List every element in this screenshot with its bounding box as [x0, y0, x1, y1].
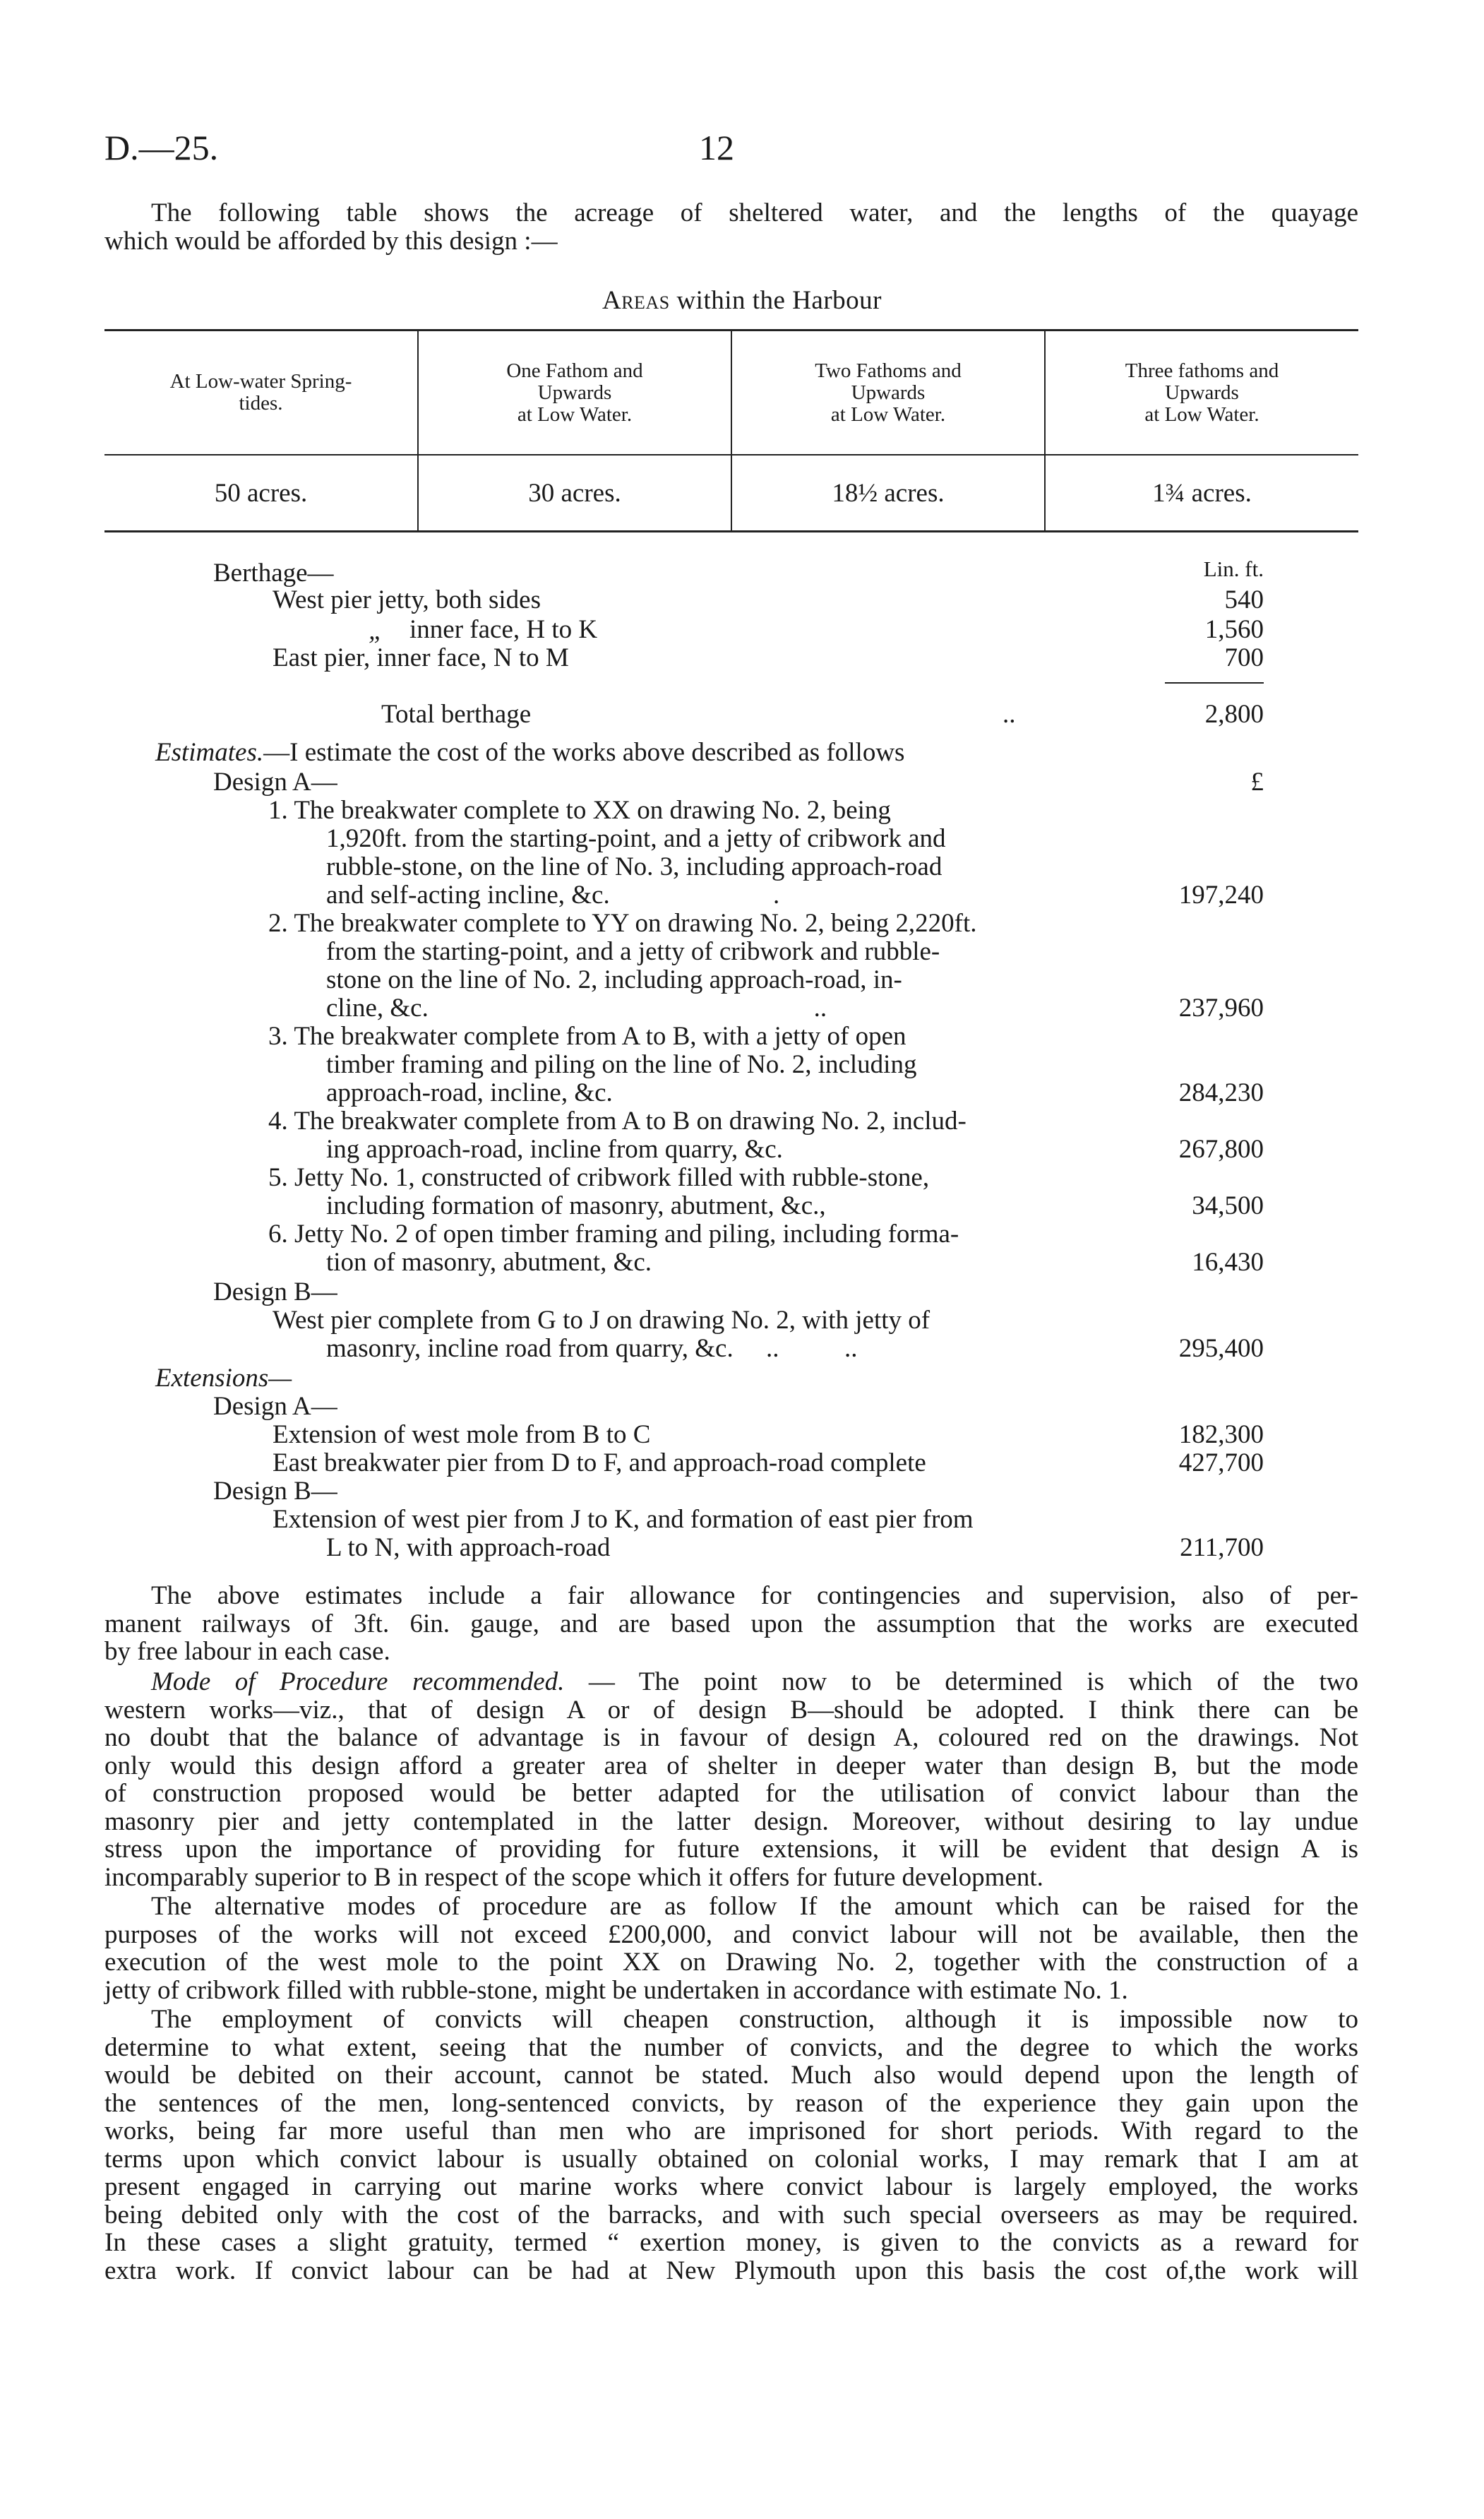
paragraph-line: execution of the west mole to the point XX on Drawing No. 2, together with the construction of a: [104, 1948, 1358, 1977]
total-berthage-label: Total berthage: [381, 700, 532, 729]
currency-symbol: £: [1250, 768, 1264, 797]
header-line: at Low Water.: [1144, 403, 1259, 426]
paragraph-alternative-modes: [104, 1893, 1358, 2004]
berthage-item: inner face, H to K: [409, 615, 598, 644]
design-b-line: masonry, incline road from quarry, &c. .. ..: [326, 1334, 858, 1363]
extension-b-value: 211,700: [1180, 1533, 1264, 1562]
caption-small-caps: Areas: [602, 286, 670, 315]
total-berthage-value: 2,800: [1204, 700, 1264, 729]
paragraph-line: of construction proposed would be better adapted for the utilisation of convict labour than the: [104, 1779, 1358, 1808]
paragraph-line: being debited only with the cost of the barracks, and with such special overseers as may be required.: [104, 2200, 1358, 2229]
ditto-mark: „: [369, 617, 383, 645]
estimate-item-6-value: 16,430: [1192, 1248, 1264, 1277]
paragraph-mode-of-procedure: [104, 1668, 1358, 1891]
paragraph-line: The employment of convicts will cheapen construction, although it is impossible now to: [151, 2005, 1358, 2034]
berthage-unit: Lin. ft.: [1203, 556, 1264, 581]
header-line: Two Fathoms and: [815, 359, 962, 382]
estimate-item-6-line: tion of masonry, abutment, &c.: [326, 1248, 652, 1277]
estimate-item-6-line: 6. Jetty No. 2 of open timber framing and piling, including forma-: [268, 1220, 959, 1249]
berthage-item: West pier jetty, both sides: [273, 585, 541, 614]
paragraph-line: purposes of the works will not exceed £200,000, and convict labour will not be available, then the: [104, 1919, 1358, 1949]
extension-b-line: L to N, with approach-road: [326, 1533, 611, 1562]
table-row: [104, 455, 1358, 532]
intro-line: which would be afforded by this design :—: [104, 226, 558, 256]
estimate-item-3-value: 284,230: [1178, 1078, 1264, 1107]
estimate-item-3-line: timber framing and piling on the line of No. 2, including: [326, 1050, 917, 1079]
table-cell: 18½ acres.: [731, 455, 1045, 532]
estimate-item-1-line: 1. The breakwater complete to XX on drawing No. 2, being: [268, 796, 891, 825]
header-three-fathoms: [1045, 330, 1358, 455]
estimate-item-2-line: 2. The breakwater complete to YY on drawing No. 2, being 2,220ft.: [268, 909, 977, 938]
estimate-item-2-line: stone on the line of No. 2, including approach-road, in-: [326, 965, 902, 994]
design-b-line: West pier complete from G to J on drawing No. 2, with jetty of: [273, 1306, 931, 1335]
estimates-heading: Estimates.: [155, 738, 264, 767]
header-line: Upwards: [1165, 381, 1239, 404]
table-cell: 30 acres.: [418, 455, 731, 532]
paragraph-line: the sentences of the men, long-sentenced convicts, by reason of the experience they gain upon the: [104, 2088, 1358, 2118]
estimate-item-1-line: rubble-stone, on the line of No. 3, including approach-road: [326, 852, 943, 881]
header-line: Three fathoms and: [1125, 359, 1279, 382]
paragraph-line: incomparably superior to B in respect of the scope which it offers for future development.: [104, 1862, 1043, 1892]
estimate-item-2-line: cline, &c. ..: [326, 994, 827, 1023]
paragraph-convict-labour: [104, 2006, 1358, 2285]
document-reference: D.—25.: [104, 128, 219, 167]
paragraph-line: only would this design afford a greater area of shelter in deeper water than design B, but the mode: [104, 1751, 1358, 1780]
extension-value: 182,300: [1178, 1420, 1264, 1449]
paragraph-line: stress upon the importance of providing for future extensions, it will be evident that design A is: [104, 1835, 1358, 1864]
estimate-item-2-line: from the starting-point, and a jetty of cribwork and rubble-: [326, 937, 940, 966]
paragraph-line: [104, 1668, 1358, 1696]
paragraph-line: masonry pier and jetty contemplated in the latter design. Moreover, without desiring to lay undue: [104, 1806, 1358, 1836]
estimate-item-4-value: 267,800: [1178, 1135, 1264, 1164]
extension-b-line: Extension of west pier from J to K, and formation of east pier from: [273, 1505, 974, 1534]
design-b-value: 295,400: [1178, 1334, 1264, 1363]
paragraph-line: extra work. If convict labour can be had at New Plymouth upon this basis the cost of,the work will: [104, 2256, 1358, 2285]
paragraph-line: no doubt that the balance of advantage is in favour of design A, coloured red on the drawings. Not: [104, 1723, 1358, 1752]
header-line: Upwards: [851, 381, 926, 404]
table-caption: [0, 285, 1484, 316]
page-number: 12: [699, 128, 734, 167]
header-line: One Fathom and: [506, 359, 643, 382]
mode-first-line: — The point now to be determined is which of the two: [564, 1667, 1358, 1696]
extensions-heading: Extensions—: [155, 1364, 292, 1393]
intro-paragraph: [104, 199, 1358, 255]
paragraph-line: The alternative modes of procedure are as follow If the amount which can be raised for the: [151, 1892, 1358, 1921]
paragraph-line: works, being far more useful than men who are imprisoned for short periods. With regard to the: [104, 2116, 1358, 2145]
paragraph-line: jetty of cribwork filled with rubble-stone, might be undertaken in accordance with estimate No. 1.: [104, 1975, 1128, 2005]
header-two-fathoms: [731, 330, 1045, 455]
berthage-title: Berthage—: [213, 559, 334, 588]
extensions-design-a-heading: Design A—: [213, 1392, 337, 1421]
intro-line: The following table shows the acreage of sheltered water, and the lengths of the quayage: [151, 198, 1358, 227]
berthage-item: East pier, inner face, N to M: [273, 643, 569, 672]
header-line: At Low-water Spring-: [169, 370, 352, 393]
paragraph-line: manent railways of 3ft. 6in. gauge, and are based upon the assumption that the works are executed: [104, 1609, 1358, 1638]
estimate-item-5-value: 34,500: [1192, 1191, 1264, 1220]
leader-dots: ..: [1003, 700, 1016, 729]
estimates-lead-text: —I estimate the cost of the works above described as follows: [263, 738, 905, 767]
estimates-lead: [155, 739, 904, 767]
berthage-value: 540: [1224, 585, 1264, 614]
paragraph-estimates-note: [104, 1582, 1358, 1666]
estimate-item-5-line: 5. Jetty No. 1, constructed of cribwork filled with rubble-stone,: [268, 1163, 930, 1192]
total-rule: [1165, 682, 1264, 684]
header-line: tides.: [239, 392, 283, 415]
estimate-item-1-line: and self-acting incline, &c. .: [326, 881, 780, 910]
design-a-heading: Design A—: [213, 768, 337, 797]
estimate-item-5-line: including formation of masonry, abutment, &c.,: [326, 1191, 826, 1220]
berthage-value: 700: [1224, 643, 1264, 672]
berthage-value: 1,560: [1204, 615, 1264, 644]
extension-value: 427,700: [1178, 1448, 1264, 1477]
estimate-item-2-value: 237,960: [1178, 994, 1264, 1023]
header-line: at Low Water.: [517, 403, 633, 426]
paragraph-line: would be debited on their account, cannot be stated. Much also would depend upon the length of: [104, 2061, 1358, 2090]
paragraph-line: The above estimates include a fair allowance for contingencies and supervision, also of per-: [151, 1581, 1358, 1610]
header-line: Upwards: [537, 381, 612, 404]
table-cell: 50 acres.: [104, 455, 418, 532]
extension-item: East breakwater pier from D to F, and approach-road complete: [273, 1448, 926, 1477]
estimate-item-3-line: approach-road, incline, &c.: [326, 1078, 613, 1107]
estimate-item-1-value: 197,240: [1178, 881, 1264, 910]
paragraph-line: western works—viz., that of design A or of design B—should be adopted. I think there can be: [104, 1695, 1358, 1725]
estimate-item-4-line: ing approach-road, incline from quarry, &c.: [326, 1135, 783, 1164]
estimate-item-3-line: 3. The breakwater complete from A to B, with a jetty of open: [268, 1022, 906, 1051]
extension-item: Extension of west mole from B to C: [273, 1420, 651, 1449]
estimate-item-4-line: 4. The breakwater complete from A to B on drawing No. 2, includ-: [268, 1107, 967, 1136]
areas-table: [104, 329, 1358, 532]
table-cell: 1¾ acres.: [1045, 455, 1358, 532]
header-one-fathom: [418, 330, 731, 455]
paragraph-line: present engaged in carrying out marine works where convict labour is largely employed, the works: [104, 2172, 1358, 2201]
extensions-design-b-heading: Design B—: [213, 1477, 337, 1506]
design-b-heading: Design B—: [213, 1278, 337, 1306]
paragraph-line: In these cases a slight gratuity, termed “ exertion money, is given to the convicts as a reward for: [104, 2228, 1358, 2257]
table-header-row: [104, 330, 1358, 455]
caption-rest: within the Harbour: [669, 286, 882, 315]
mode-heading: Mode of Procedure recommended.: [151, 1667, 565, 1696]
header-low-water-spring-tides: [104, 330, 418, 455]
paragraph-line: terms upon which convict labour is usually obtained on colonial works, I may remark that I am at: [104, 2144, 1358, 2174]
paragraph-line: by free labour in each case.: [104, 1637, 390, 1666]
paragraph-line: determine to what extent, seeing that the number of convicts, and the degree to which the works: [104, 2032, 1358, 2062]
estimate-item-1-line: 1,920ft. from the starting-point, and a jetty of cribwork and: [326, 824, 946, 853]
header-line: at Low Water.: [830, 403, 946, 426]
